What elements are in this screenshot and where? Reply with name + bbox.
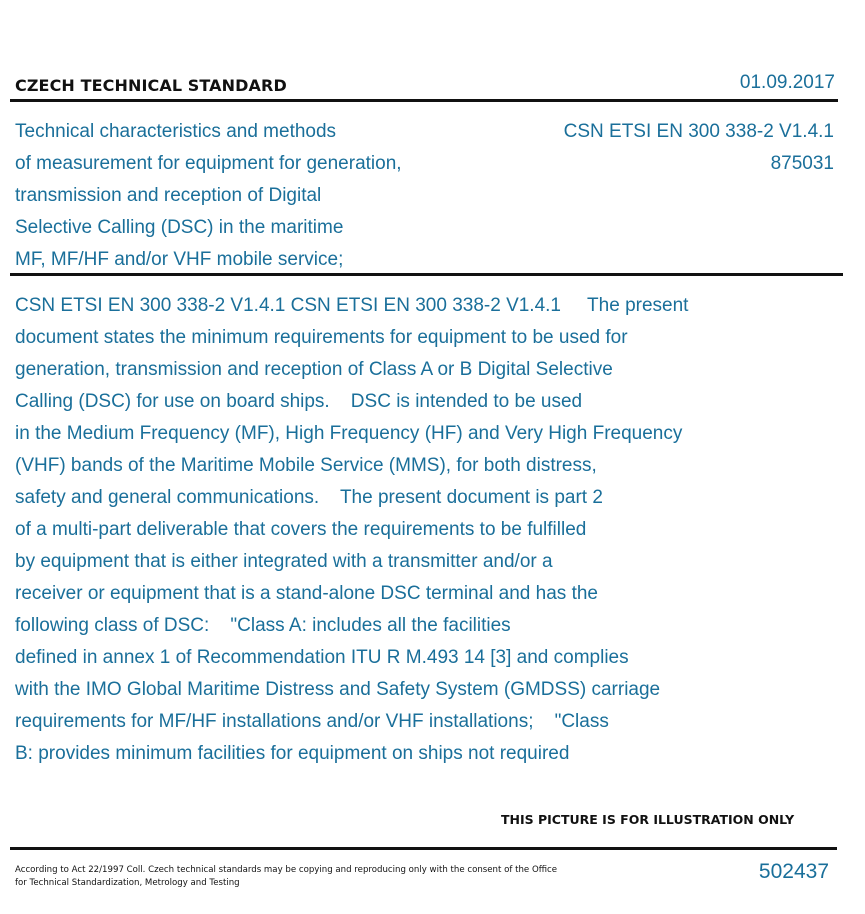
- standard-code: [564, 116, 834, 180]
- abstract-line: generation, transmission and reception of Class A or B Digital Selective: [15, 359, 613, 380]
- copyright-line: for Technical Standardization, Metrology and Testing: [15, 878, 240, 888]
- abstract-line: safety and general communications. The present document is part 2: [15, 487, 603, 508]
- title-rule: [10, 273, 843, 276]
- abstract-line: Calling (DSC) for use on board ships. DSC is intended to be used: [15, 391, 583, 412]
- standard-abstract: [15, 290, 688, 770]
- document-id: 502437: [758, 860, 829, 883]
- abstract-line: receiver or equipment that is a stand-alone DSC terminal and has the: [15, 583, 598, 604]
- publication-date: 01.09.2017: [739, 72, 835, 93]
- title-line: Technical characteristics and methods: [15, 121, 337, 142]
- title-line: Selective Calling (DSC) in the maritime: [15, 217, 344, 238]
- catalog-number: 875031: [770, 153, 834, 174]
- abstract-line: by equipment that is either integrated with a transmitter and/or a: [15, 551, 553, 572]
- abstract-line: following class of DSC: "Class A: includes all the facilities: [15, 615, 511, 636]
- abstract-line: requirements for MF/HF installations and/or VHF installations; "Class: [15, 711, 609, 732]
- standard-designation: CSN ETSI EN 300 338-2 V1.4.1: [563, 121, 834, 142]
- copyright-line: According to Act 22/1997 Coll. Czech technical standards may be copying and reproducing only with the consent of the Office: [15, 865, 558, 875]
- title-line: of measurement for equipment for generation,: [15, 153, 402, 174]
- abstract-line: of a multi-part deliverable that covers the requirements to be fulfilled: [15, 519, 587, 540]
- header-rule: [10, 99, 838, 102]
- abstract-line: in the Medium Frequency (MF), High Frequency (HF) and Very High Frequency: [15, 423, 683, 444]
- copyright-notice: [15, 864, 557, 890]
- abstract-line: B: provides minimum facilities for equipment on ships not required: [15, 743, 570, 764]
- footer-rule: [10, 847, 837, 850]
- abstract-line: CSN ETSI EN 300 338-2 V1.4.1 CSN ETSI EN 300 338-2 V1.4.1 The present: [15, 295, 689, 316]
- abstract-line: defined in annex 1 of Recommendation ITU R M.493 14 [3] and complies: [15, 647, 629, 668]
- standard-label: CZECH TECHNICAL STANDARD: [15, 76, 287, 95]
- abstract-line: with the IMO Global Maritime Distress and Safety System (GMDSS) carriage: [15, 679, 661, 700]
- title-line: transmission and reception of Digital: [15, 185, 322, 206]
- abstract-line: (VHF) bands of the Maritime Mobile Service (MMS), for both distress,: [15, 455, 597, 476]
- title-line: MF, MF/HF and/or VHF mobile service;: [15, 249, 344, 270]
- standard-title: [15, 116, 402, 276]
- abstract-line: document states the minimum requirements for equipment to be used for: [15, 327, 628, 348]
- illustration-notice: THIS PICTURE IS FOR ILLUSTRATION ONLY: [501, 812, 795, 827]
